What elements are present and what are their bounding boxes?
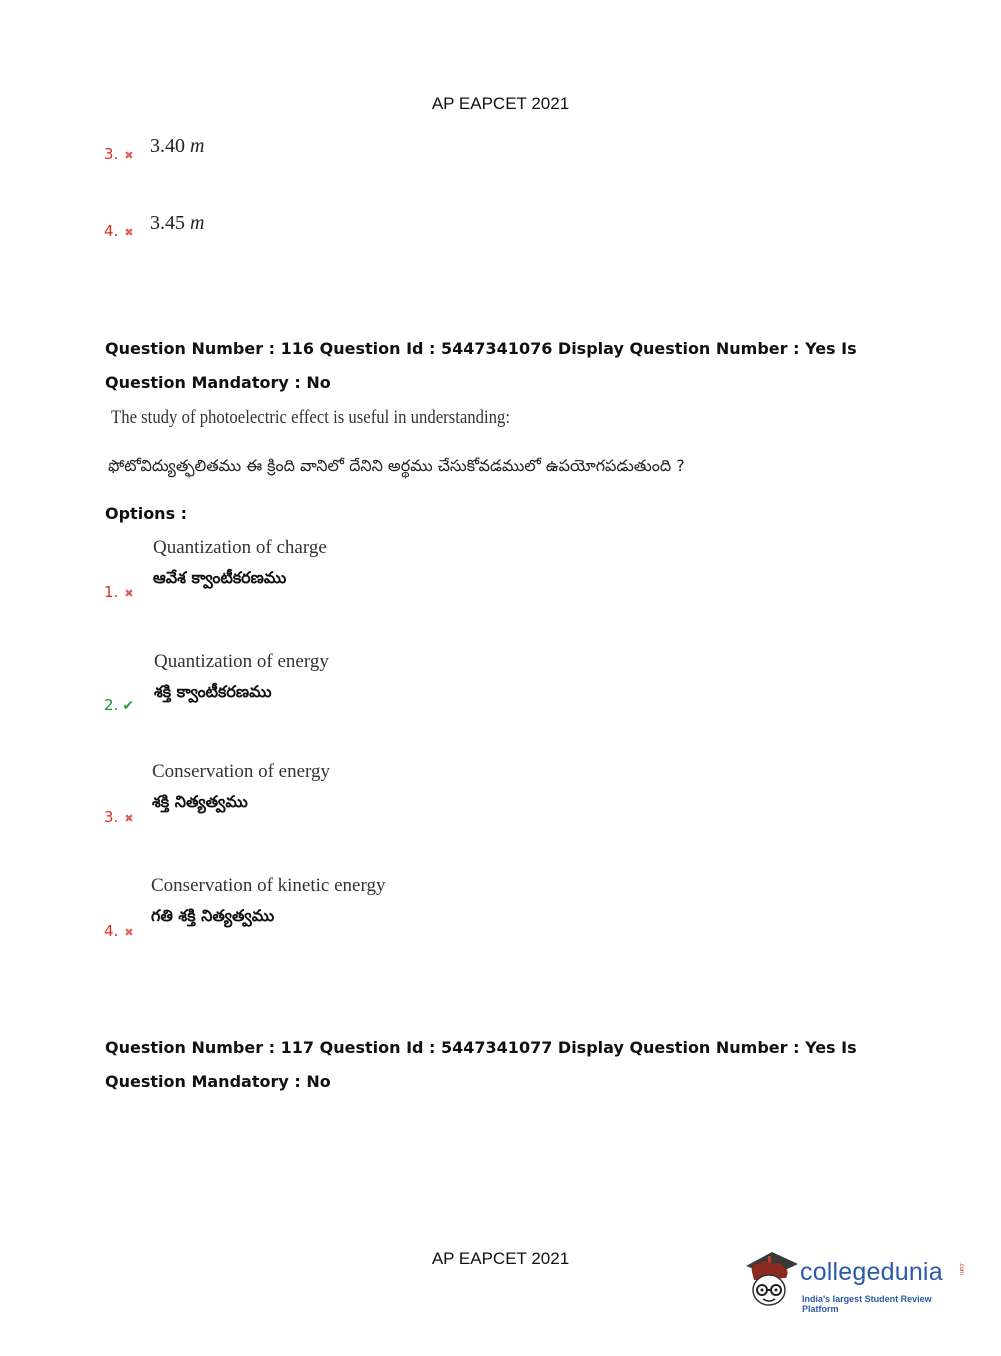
- option-1-number: 1. ✖: [104, 583, 134, 601]
- option-1-english: Quantization of charge: [153, 537, 327, 558]
- question-116-header: Question Number : 116 Question Id : 5447341076 Display Question Number : Yes Is Question Mandatory : No: [105, 339, 857, 392]
- page-header-title: AP EAPCET 2021: [431, 94, 570, 113]
- option-2-telugu: శక్తి క్వాంటీకరణము: [154, 682, 272, 701]
- question-116-stem-telugu: ఫోటోవిద్యుత్ఫలితము ఈ క్రింది వానిలో దేనిని అర్థము చేసుకోవడములో ఉపయోగపడుతుంది ?: [108, 456, 685, 475]
- student-mascot-icon: [742, 1250, 800, 1312]
- option-2-number: 2. ✔: [104, 696, 135, 714]
- option-3-number: 3. ✖: [104, 808, 134, 826]
- logo-tagline: India's largest Student Review Platform: [802, 1294, 932, 1314]
- prev-option-4-value: 3.45 m: [150, 212, 205, 234]
- option-3-english: Conservation of energy: [152, 761, 330, 782]
- cross-icon: ✖: [124, 812, 134, 825]
- logo-wordmark: collegedunia: [800, 1258, 943, 1286]
- check-icon: ✔: [122, 698, 135, 714]
- question-117-header: Question Number : 117 Question Id : 5447341077 Display Question Number : Yes Is Question Mandatory : No: [105, 1038, 857, 1091]
- question-116-stem-english: The study of photoelectric effect is useful in understanding:: [111, 407, 511, 428]
- prev-option-3-number: 3. ✖: [104, 145, 134, 163]
- option-4-telugu: గతి శక్తి నిత్యత్వము: [151, 906, 275, 925]
- logo-suffix: .com: [958, 1262, 964, 1276]
- option-4-number: 4. ✖: [104, 922, 134, 940]
- cross-icon: ✖: [124, 926, 134, 939]
- option-1-telugu: ఆవేశ క్వాంటీకరణము: [153, 568, 287, 587]
- options-label: Options :: [105, 504, 188, 523]
- option-4-english: Conservation of kinetic energy: [151, 875, 386, 896]
- option-3-telugu: శక్తి నిత్యత్వము: [152, 792, 248, 811]
- cross-icon: ✖: [124, 587, 134, 600]
- collegedunia-logo: [742, 1250, 967, 1312]
- prev-option-4-number: 4. ✖: [104, 222, 134, 240]
- page-footer-title: AP EAPCET 2021: [431, 1249, 570, 1268]
- cross-icon: ✖: [124, 226, 134, 239]
- option-2-english: Quantization of energy: [154, 651, 329, 672]
- cross-icon: ✖: [124, 149, 134, 162]
- prev-option-3-value: 3.40 m: [150, 135, 205, 157]
